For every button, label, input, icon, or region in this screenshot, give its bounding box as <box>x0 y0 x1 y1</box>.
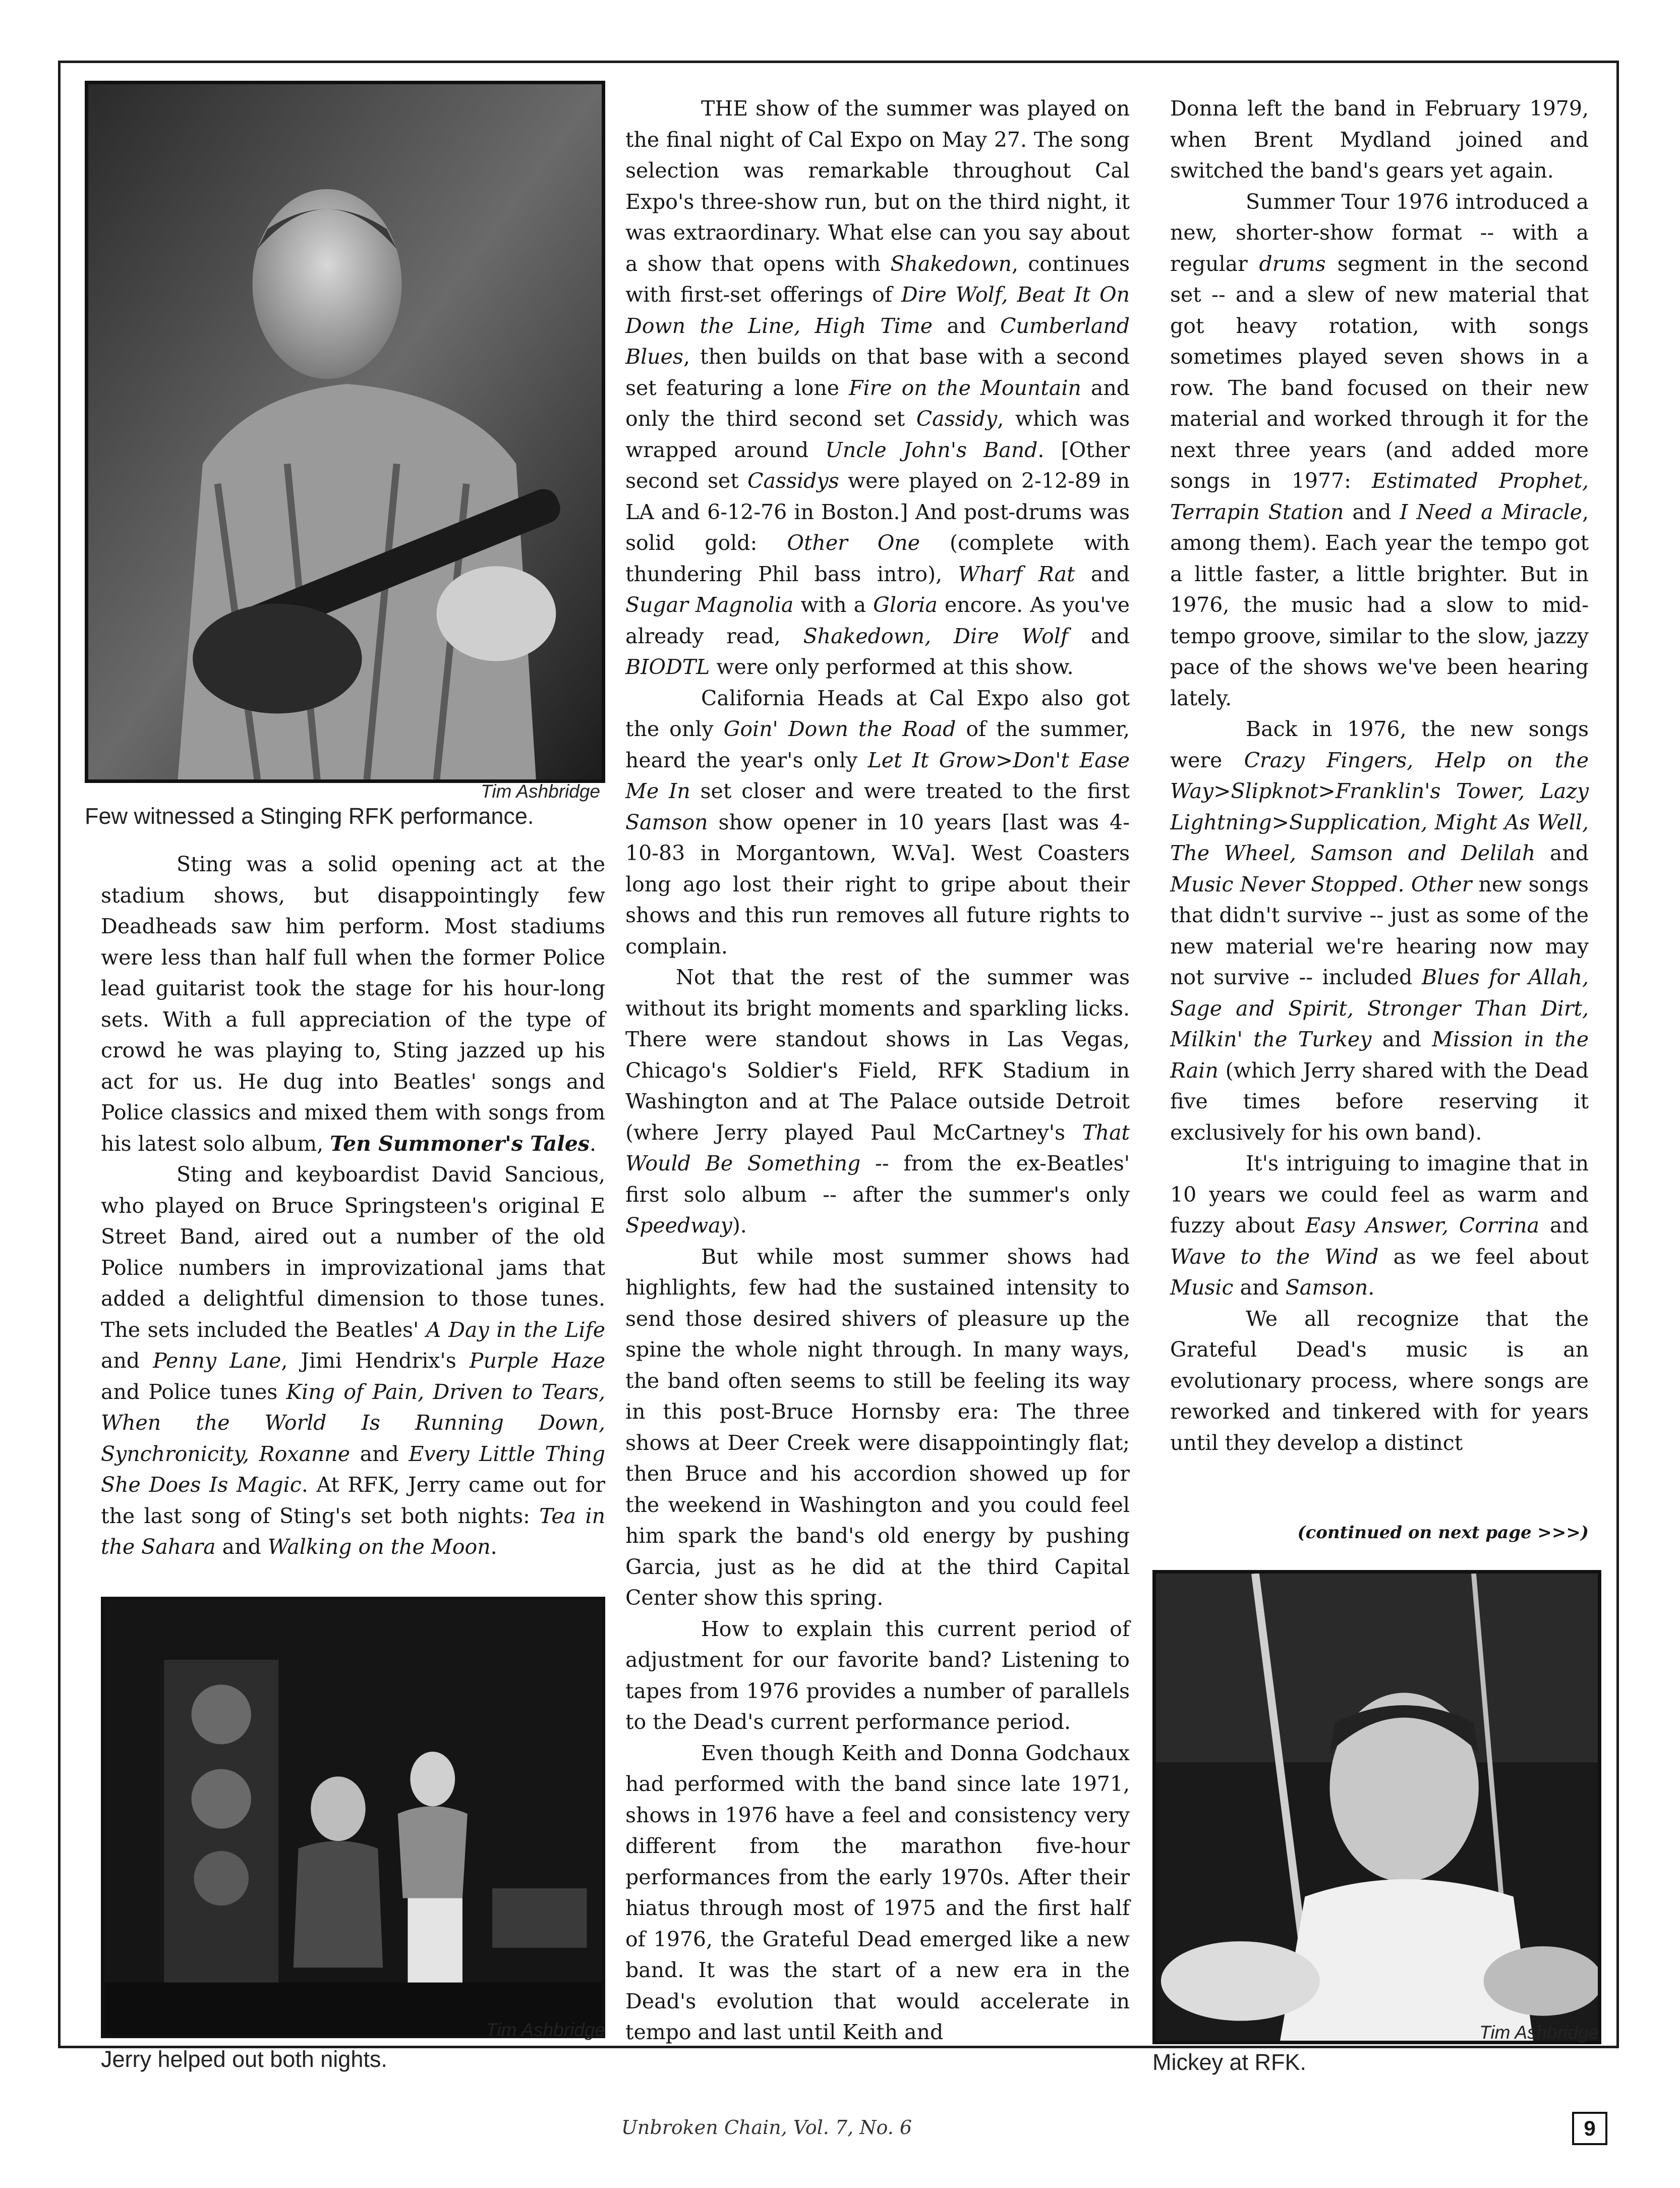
paragraph: Sting was a solid opening act at the stadium shows, but disappointingly few Deadheads saw him perform. Most stadiums were less than half full when the former Police lead guitarist took the stage for his hour-long sets. With a full appreciation of the type of crowd he was playing to, Sting jazzed up his act for us. He dug into Beatles' songs and Police classics and mixed them with songs from his latest solo album, Ten Summoner's Tales. <box>101 852 605 1156</box>
photo-mickey <box>1152 1570 1601 2044</box>
paragraph: Even though Keith and Donna Godchaux had performed with the band since late 1971, shows in 1976 have a feel and consistency very different from the marathon five-hour performances from the early 1970s. After their hiatus through most of 1975 and the first half of 1976, the Grateful Dead emerged like a new band. It was the start of a new era in the Dead's evolution that would accelerate in tempo and last until Keith and <box>625 1741 1130 2044</box>
publication-footer: Unbroken Chain, Vol. 7, No. 6 <box>621 2116 912 2139</box>
article-column-2 <box>625 93 1130 2048</box>
photo-credit-mickey: Tim Ashbridge <box>1479 2022 1599 2043</box>
paragraph: THE show of the summer was played on the final night of Cal Expo on May 27. The song selection was remarkable throughout Cal Expo's three-show run, but on the third night, it was extraordinary. What else can you say about a show that opens with Shakedown, continues with first-set offerings of Dire Wolf, Beat It On Down the Line, High Time and Cumberland Blues, then builds on that base with a second set featuring a lone Fire on the Mountain and only the third second set Cassidy, which was wrapped around Uncle John's Band. [Other second set Cassidys were played on 2-12-89 in LA and 6-12-76 in Boston.] And post-drums was solid gold: Other One (complete with thundering Phil bass intro), Wharf Rat and Sugar Magnolia with a Gloria encore. As you've already read, Shakedown, Dire Wolf and BIODTL were only performed at this show. <box>625 96 1130 679</box>
caption-sting: Few witnessed a Stinging RFK performance. <box>85 803 534 829</box>
photo-sting <box>85 81 605 783</box>
photo-credit-sting: Tim Ashbridge <box>481 781 600 802</box>
photo-credit-jerry: Tim Ashbridge <box>486 2019 605 2040</box>
paragraph: Sting and keyboardist David Sancious, who played on Bruce Springsteen's original E Street Band, aired out a number of the old Police numbers in improvizational jams that added a delightful dimension to those tunes. The sets included the Beatles' A Day in the Life and Penny Lane, Jimi Hendrix's Purple Haze and Police tunes King of Pain, Driven to Tears, When the World Is Running Down, Synchronicity, Roxanne and Every Little Thing She Does Is Magic. At RFK, Jerry came out for the last song of Sting's set both nights: Tea in the Sahara and Walking on the Moon. <box>101 1162 605 1559</box>
paragraph: But while most summer shows had highlights, few had the sustained intensity to send those desired shivers of pleasure up the spine the whole night through. In many ways, the band often seems to still be feeling its way in this post-Bruce Hornsby era: The three shows at Deer Creek were disappointingly flat; then Bruce and his accordion showed up for the weekend in Washington and you could feel him spark the band's old energy by pushing Garcia, just as he did at the third Capital Center show this spring. <box>625 1244 1130 1610</box>
mickey-photo-illustration <box>1156 1574 1598 2041</box>
caption-jerry: Jerry helped out both nights. <box>101 2046 387 2072</box>
paragraph: California Heads at Cal Expo also got the only Goin' Down the Road of the summer, heard the year's only Let It Grow>Don't Ease Me In set closer and were treated to the first Samson show opener in 10 years [last was 4-10-83 in Morgantown, W.Va]. West Coasters long ago lost their right to gripe about their shows and this run removes all future rights to complain. <box>625 686 1130 959</box>
paragraph: Summer Tour 1976 introduced a new, shorter-show format -- with a regular drums segment in the second set -- and a slew of new material that got heavy rotation, with songs sometimes played seven shows in a row. The band focused on their new material and worked through it for the next three years (and added more songs in 1977: Estimated Prophet, Terrapin Station and I Need a Miracle, among them). Each year the tempo got a little faster, a little brighter. But in 1976, the music had a slow to mid-tempo groove, similar to the slow, jazzy pace of the shows we've been hearing lately. <box>1170 189 1589 710</box>
paragraph: Donna left the band in February 1979, when Brent Mydland joined and switched the band's gears yet again. <box>1170 96 1589 183</box>
paragraph: How to explain this current period of adjustment for our favorite band? Listening to tapes from 1976 provides a number of parallels to the Dead's current performance period. <box>625 1616 1130 1734</box>
photo-jerry <box>101 1597 605 2038</box>
article-column-1 <box>101 849 605 1563</box>
article-column-3 <box>1170 93 1589 1458</box>
paragraph: We all recognize that the Grateful Dead's music is an evolutionary process, where songs are reworked and tinkered with for years until they develop a distinct <box>1170 1306 1589 1455</box>
page-number: 9 <box>1572 2112 1607 2145</box>
jerry-photo-illustration <box>104 1600 602 2035</box>
caption-mickey: Mickey at RFK. <box>1152 2049 1307 2075</box>
paragraph: Back in 1976, the new songs were Crazy Fingers, Help on the Way>Slipknot>Franklin's Tower, Lazy Lightning>Supplication, Might As Well, The Wheel, Samson and Delilah and Music Never Stopped. Other new songs that didn't survive -- just as some of the new material we're hearing now may not survive -- included Blues for Allah, Sage and Spirit, Stronger Than Dirt, Milkin' the Turkey and Mission in the Rain (which Jerry shared with the Dead five times before reserving it exclusively for his own band). <box>1170 717 1589 1145</box>
continued-notice: (continued on next page >>>) <box>1297 1523 1589 1543</box>
sting-photo-illustration <box>88 84 602 779</box>
paragraph: It's intriguing to imagine that in 10 years we could feel as warm and fuzzy about Easy Answer, Corrina and Wave to the Wind as we feel about Music and Samson. <box>1170 1151 1589 1300</box>
paragraph: Not that the rest of the summer was without its bright moments and sparkling licks. There were standout shows in Las Vegas, Chicago's Soldier's Field, RFK Stadium in Washington and at The Palace outside Detroit (where Jerry played Paul McCartney's That Would Be Something -- from the ex-Beatles' first solo album -- after the summer's only Speedway). <box>625 965 1130 1238</box>
